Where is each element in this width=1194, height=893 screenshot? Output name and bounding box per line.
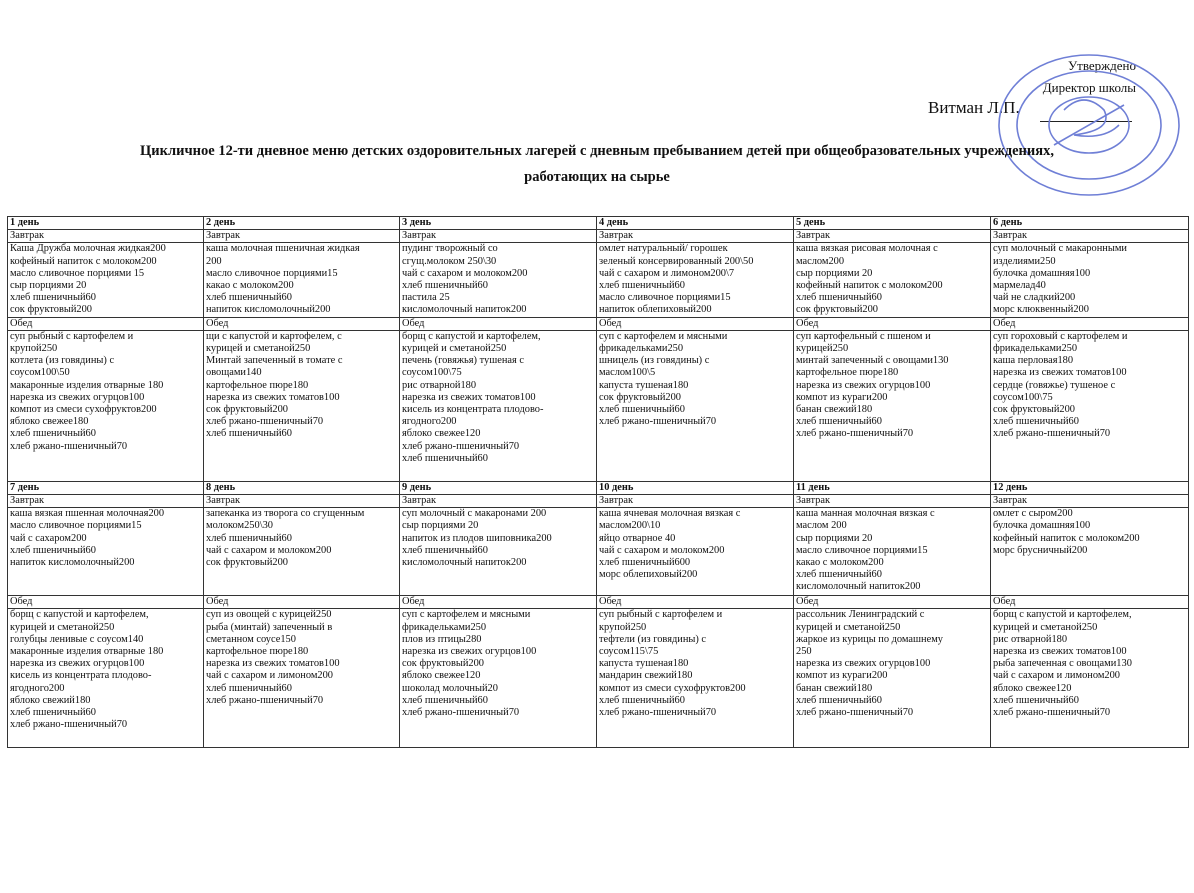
- menu-item: борщ с капустой и картофелем,: [10, 609, 149, 621]
- menu-item: кисель из концентрата плодово-: [10, 670, 152, 682]
- menu-item: шоколад молочный20: [402, 682, 498, 694]
- menu-item: чай с сахаром и лимоном200: [993, 670, 1120, 682]
- menu-item: курицей и сметаной250: [10, 621, 115, 633]
- menu-item: морс облепиховый200: [599, 569, 698, 581]
- menu-item: Минтай запеченный в томате с: [206, 355, 343, 367]
- director-label: Директор школы: [1042, 80, 1136, 95]
- menu-item: картофельное пюре180: [206, 646, 309, 658]
- menu-item: хлеб пшеничный60: [993, 416, 1079, 428]
- menu-item: хлеб пшеничный60: [10, 428, 96, 440]
- menu-item: сыр порциями 20: [796, 267, 873, 279]
- menu-item: нарезка из свежих огурцов100: [796, 658, 931, 670]
- menu-item: соусом115\75: [599, 646, 659, 658]
- menu-item: жаркое из курицы по домашнему: [796, 633, 943, 645]
- day-header-cell: 7 день: [8, 481, 204, 494]
- day-header-cell: 9 день: [400, 481, 597, 494]
- menu-item: маслом200\10: [599, 520, 661, 532]
- menu-item: нарезка из свежих огурцов100: [10, 658, 145, 670]
- menu-item: хлеб ржано-пшеничный70: [402, 707, 520, 719]
- day-header-cell: 3 день: [400, 217, 597, 230]
- menu-item: какао с молоком200: [206, 280, 294, 292]
- menu-item: хлеб ржано-пшеничный70: [599, 707, 717, 719]
- menu-item: морс клюквенный200: [993, 304, 1089, 316]
- breakfast-cell: [597, 508, 794, 596]
- menu-item: хлеб пшеничный60: [599, 404, 685, 416]
- menu-item: рассольник Ленинградский с: [796, 609, 925, 621]
- menu-item: чай с сахаром и молоком200: [206, 544, 332, 556]
- meal-label-cell: Обед: [204, 596, 400, 609]
- menu-item: хлеб ржано-пшеничный70: [10, 440, 128, 452]
- menu-item: хлеб ржано-пшеничный70: [402, 440, 520, 452]
- meal-label-cell: Завтрак: [8, 230, 204, 243]
- menu-item: фрикадельками250: [993, 343, 1078, 355]
- breakfast-cell: [400, 243, 597, 317]
- menu-item: хлеб ржано-пшеничный70: [206, 694, 324, 706]
- menu-item: каша вязкая пшенная молочная200: [10, 508, 165, 520]
- menu-item: яблоко свежий180: [10, 694, 91, 706]
- menu-item: хлеб пшеничный60: [796, 569, 882, 581]
- menu-item: хлеб ржано-пшеничный70: [993, 428, 1111, 440]
- breakfast-items-row: [8, 243, 1189, 317]
- meal-label-cell: Обед: [597, 596, 794, 609]
- menu-item: сок фруктовый200: [206, 557, 288, 569]
- menu-item: суп с картофелем и мясными: [599, 330, 728, 342]
- menu-item: яйцо отварное 40: [599, 532, 676, 544]
- menu-item: нарезка из свежих огурцов100: [10, 391, 145, 403]
- lunch-cell: [400, 330, 597, 481]
- menu-item: ягодного200: [10, 682, 65, 694]
- menu-item: мандарин свежий180: [599, 670, 693, 682]
- menu-item: рис отварной180: [993, 633, 1068, 645]
- menu-item: масло сливочное порциями15: [796, 544, 928, 556]
- menu-item: зеленый консервированный 200\50: [599, 255, 754, 267]
- menu-item: хлеб пшеничный60: [10, 292, 96, 304]
- menu-item: хлеб пшеничный60: [206, 292, 292, 304]
- meal-label-cell: Завтрак: [8, 495, 204, 508]
- menu-item: ягодного200: [402, 416, 457, 428]
- lunch-cell: [8, 330, 204, 481]
- meal-label-cell: Завтрак: [794, 230, 991, 243]
- menu-item: чай с сахаром и лимоном200\7: [599, 267, 735, 279]
- menu-item: суп рыбный с картофелем и: [10, 330, 134, 342]
- menu-table: [7, 216, 1189, 748]
- menu-item: хлеб пшеничный60: [206, 428, 292, 440]
- lunch-label-row: [8, 596, 1189, 609]
- menu-item: булочка домашняя100: [993, 267, 1091, 279]
- meal-label-cell: Обед: [794, 317, 991, 330]
- menu-item: булочка домашняя100: [993, 520, 1091, 532]
- menu-item: каша перловая180: [993, 355, 1074, 367]
- menu-item: каша манная молочная вязкая с: [796, 508, 935, 520]
- lunch-cell: [204, 609, 400, 748]
- menu-item: щи с капустой и картофелем, с: [206, 330, 342, 342]
- menu-item: чай с сахаром и молоком200: [402, 267, 528, 279]
- menu-item: сок фруктовый200: [402, 658, 484, 670]
- day-header-cell: 2 день: [204, 217, 400, 230]
- menu-item: хлеб пшеничный60: [206, 682, 292, 694]
- approved-label: Утверждено: [1067, 58, 1136, 73]
- menu-item: нарезка из свежих томатов100: [993, 367, 1127, 379]
- menu-item: нарезка из свежих огурцов100: [402, 646, 537, 658]
- meal-label-cell: Завтрак: [597, 495, 794, 508]
- meal-label-cell: Обед: [8, 596, 204, 609]
- meal-label-cell: Завтрак: [597, 230, 794, 243]
- menu-item: суп из овощей с курицей250: [206, 609, 332, 621]
- menu-item: какао с молоком200: [796, 557, 884, 569]
- menu-item: чай с сахаром200: [10, 532, 87, 544]
- menu-item: 250: [796, 646, 812, 658]
- menu-item: напиток кисломолочный200: [10, 557, 135, 569]
- menu-item: яблоко свежее120: [402, 670, 481, 682]
- lunch-cell: [597, 609, 794, 748]
- menu-item: компот из кураги200: [796, 670, 888, 682]
- menu-item: плов из птицы280: [402, 633, 482, 645]
- menu-item: сок фруктовый200: [206, 404, 288, 416]
- menu-item: масло сливочное порциями15: [206, 267, 338, 279]
- menu-item: масло сливочное порциями 15: [10, 267, 145, 279]
- meal-label-cell: Обед: [204, 317, 400, 330]
- breakfast-cell: [204, 508, 400, 596]
- menu-item: нарезка из свежих огурцов100: [796, 379, 931, 391]
- menu-item: овощами140: [206, 367, 262, 379]
- breakfast-cell: [794, 243, 991, 317]
- menu-item: макаронные изделия отварные 180: [10, 646, 164, 658]
- menu-item: минтай запеченный с овощами130: [796, 355, 949, 367]
- day-header-cell: 6 день: [991, 217, 1189, 230]
- menu-item: сметанном соусе150: [206, 633, 296, 645]
- menu-item: капуста тушеная180: [599, 658, 689, 670]
- menu-item: суп молочный с макаронами 200: [402, 508, 547, 520]
- menu-item: печень (говяжья) тушеная с: [402, 355, 524, 367]
- menu-item: хлеб ржано-пшеничный70: [206, 416, 324, 428]
- menu-item: банан свежий180: [796, 682, 873, 694]
- menu-item: картофельное пюре180: [206, 379, 309, 391]
- menu-item: хлеб пшеничный60: [402, 544, 488, 556]
- menu-item: рыба (минтай) запеченный в: [206, 621, 333, 633]
- lunch-cell: [8, 609, 204, 748]
- menu-item: голубцы ленивые с соусом140: [10, 633, 144, 645]
- lunch-label-row: [8, 317, 1189, 330]
- lunch-cell: [400, 609, 597, 748]
- menu-item: сыр порциями 20: [402, 520, 479, 532]
- menu-item: крупой250: [599, 621, 647, 633]
- menu-item: фрикадельками250: [599, 343, 684, 355]
- menu-item: хлеб пшеничный600: [599, 557, 691, 569]
- menu-item: хлеб пшеничный60: [206, 532, 292, 544]
- menu-item: омлет натуральный/ горошек: [599, 243, 728, 255]
- menu-item: курицей и сметаной250: [796, 621, 901, 633]
- menu-item: хлеб пшеничный60: [10, 544, 96, 556]
- menu-item: рыба запеченная с овощами130: [993, 658, 1132, 670]
- menu-item: сыр порциями 20: [796, 532, 873, 544]
- menu-item: изделиями250: [993, 255, 1056, 267]
- day-header-cell: 8 день: [204, 481, 400, 494]
- lunch-cell: [991, 330, 1189, 481]
- menu-item: каша молочная пшеничная жидкая: [206, 243, 360, 255]
- menu-item: суп гороховый с картофелем и: [993, 330, 1128, 342]
- menu-item: фрикадельками250: [402, 621, 487, 633]
- menu-item: нарезка из свежих томатов100: [206, 391, 340, 403]
- lunch-items-row: [8, 609, 1189, 748]
- lunch-cell: [597, 330, 794, 481]
- meal-label-cell: Завтрак: [204, 230, 400, 243]
- breakfast-cell: [794, 508, 991, 596]
- menu-item: маслом100\5: [599, 367, 656, 379]
- meal-label-cell: Обед: [8, 317, 204, 330]
- breakfast-cell: [597, 243, 794, 317]
- menu-item: чай не сладкий200: [993, 292, 1076, 304]
- menu-item: сок фруктовый200: [599, 391, 681, 403]
- meal-label-cell: Обед: [597, 317, 794, 330]
- meal-label-cell: Обед: [991, 317, 1189, 330]
- menu-item: хлеб пшеничный60: [796, 416, 882, 428]
- day-header-cell: 1 день: [8, 217, 204, 230]
- day-header-cell: 5 день: [794, 217, 991, 230]
- menu-item: суп рыбный с картофелем и: [599, 609, 723, 621]
- menu-item: Каша Дружба молочная жидкая200: [10, 243, 166, 255]
- menu-item: хлеб ржано-пшеничный70: [796, 707, 914, 719]
- breakfast-cell: [400, 508, 597, 596]
- menu-item: каша вязкая рисовая молочная с: [796, 243, 938, 255]
- meal-label-cell: Завтрак: [400, 495, 597, 508]
- menu-item: суп картофельный с пшеном и: [796, 330, 931, 342]
- menu-item: яблоко свежее180: [10, 416, 89, 428]
- lunch-items-row: [8, 330, 1189, 481]
- menu-item: чай с сахаром и молоком200: [599, 544, 725, 556]
- menu-item: соусом100\75: [993, 391, 1053, 403]
- day-header-row: [8, 481, 1189, 494]
- menu-item: курицей и сметаной250: [206, 343, 311, 355]
- menu-item: масло сливочное порциями15: [599, 292, 731, 304]
- menu-item: хлеб пшеничный60: [402, 452, 488, 464]
- menu-item: борщ с капустой и картофелем,: [402, 330, 541, 342]
- menu-item: картофельное пюре180: [796, 367, 899, 379]
- meal-label-cell: Завтрак: [400, 230, 597, 243]
- menu-item: омлет с сыром200: [993, 508, 1073, 520]
- menu-item: кофейный напиток с молоком200: [796, 280, 943, 292]
- menu-item: хлеб пшеничный60: [599, 280, 685, 292]
- menu-item: кисломолочный напиток200: [402, 557, 527, 569]
- menu-item: борщ с капустой и картофелем,: [993, 609, 1132, 621]
- menu-item: курицей250: [796, 343, 849, 355]
- menu-item: хлеб пшеничный60: [10, 707, 96, 719]
- menu-item: масло сливочное порциями15: [10, 520, 142, 532]
- breakfast-cell: [204, 243, 400, 317]
- menu-item: хлеб ржано-пшеничный70: [10, 719, 128, 731]
- title-line-1: Цикличное 12-ти дневное меню детских оздоровительных лагерей с дневным пребыванием детей при общеобразовательных учреждениях,: [140, 143, 1054, 159]
- menu-item: кисломолочный напиток200: [796, 581, 921, 593]
- menu-item: шницель (из говядины) с: [599, 355, 710, 367]
- menu-item: компот из кураги200: [796, 391, 888, 403]
- day-header-cell: 11 день: [794, 481, 991, 494]
- menu-item: хлеб пшеничный60: [402, 280, 488, 292]
- menu-item: сердце (говяжье) тушеное с: [993, 379, 1116, 391]
- breakfast-cell: [8, 243, 204, 317]
- menu-item: суп с картофелем и мясными: [402, 609, 531, 621]
- day-header-cell: 10 день: [597, 481, 794, 494]
- menu-item: макаронные изделия отварные 180: [10, 379, 164, 391]
- menu-item: маслом 200: [796, 520, 847, 532]
- menu-item: крупой250: [10, 343, 58, 355]
- menu-item: соусом100\50: [10, 367, 70, 379]
- day-header-row: [8, 217, 1189, 230]
- menu-item: суп молочный с макаронными: [993, 243, 1127, 255]
- lunch-cell: [794, 330, 991, 481]
- breakfast-items-row: [8, 508, 1189, 596]
- menu-item: кофейный напиток с молоком200: [10, 255, 157, 267]
- menu-item: рис отварной180: [402, 379, 477, 391]
- menu-item: хлеб ржано-пшеничный70: [993, 707, 1111, 719]
- menu-item: хлеб пшеничный60: [796, 694, 882, 706]
- menu-item: хлеб пшеничный60: [796, 292, 882, 304]
- lunch-cell: [204, 330, 400, 481]
- meal-label-cell: Обед: [991, 596, 1189, 609]
- lunch-cell: [794, 609, 991, 748]
- menu-item: соусом100\75: [402, 367, 462, 379]
- menu-item: сгущ.молоком 250\30: [402, 255, 497, 267]
- menu-item: чай с сахаром и лимоном200: [206, 670, 333, 682]
- menu-item: котлета (из говядины) с: [10, 355, 115, 367]
- meal-label-cell: Завтрак: [991, 230, 1189, 243]
- breakfast-label-row: [8, 495, 1189, 508]
- menu-item: напиток из плодов шиповника200: [402, 532, 552, 544]
- menu-item: мармелад40: [993, 280, 1046, 292]
- meal-label-cell: Обед: [400, 596, 597, 609]
- menu-item: запеканка из творога со сгущенным: [206, 508, 365, 520]
- menu-item: кофейный напиток с молоком200: [993, 532, 1140, 544]
- breakfast-label-row: [8, 230, 1189, 243]
- menu-item: сыр порциями 20: [10, 280, 87, 292]
- page-title: [0, 138, 1194, 190]
- menu-item: сок фруктовый200: [10, 304, 92, 316]
- meal-label-cell: Обед: [400, 317, 597, 330]
- menu-item: кисломолочный напиток200: [402, 304, 527, 316]
- menu-item: хлеб пшеничный60: [599, 694, 685, 706]
- menu-item: хлеб пшеничный60: [402, 694, 488, 706]
- menu-item: напиток облепиховый200: [599, 304, 712, 316]
- menu-item: сок фруктовый200: [993, 404, 1075, 416]
- menu-item: нарезка из свежих томатов100: [993, 646, 1127, 658]
- menu-item: кисель из концентрата плодово-: [402, 404, 544, 416]
- menu-item: хлеб ржано-пшеничный70: [599, 416, 717, 428]
- menu-item: банан свежий180: [796, 404, 873, 416]
- day-header-cell: 12 день: [991, 481, 1189, 494]
- signer-name: Витман Л.П.: [928, 98, 1020, 117]
- menu-item: хлеб ржано-пшеничный70: [796, 428, 914, 440]
- meal-label-cell: Завтрак: [794, 495, 991, 508]
- title-line-2: работающих на сырье: [524, 169, 670, 185]
- menu-item: яблоко свежее120: [993, 682, 1072, 694]
- menu-item: курицей и сметаной250: [993, 621, 1098, 633]
- meal-label-cell: Завтрак: [991, 495, 1189, 508]
- meal-label-cell: Обед: [794, 596, 991, 609]
- menu-item: маслом200: [796, 255, 845, 267]
- menu-item: пудинг творожный со: [402, 243, 498, 255]
- menu-item: 200: [206, 255, 222, 267]
- menu-item: тефтели (из говядины) с: [599, 633, 707, 645]
- menu-item: капуста тушеная180: [599, 379, 689, 391]
- menu-item: молоком250\30: [206, 520, 273, 532]
- menu-item: яблоко свежее120: [402, 428, 481, 440]
- breakfast-cell: [8, 508, 204, 596]
- menu-item: хлеб пшеничный60: [993, 694, 1079, 706]
- menu-item: компот из смеси сухофруктов200: [599, 682, 746, 694]
- menu-item: нарезка из свежих томатов100: [402, 391, 536, 403]
- menu-item: курицей и сметаной250: [402, 343, 507, 355]
- menu-item: сок фруктовый200: [796, 304, 878, 316]
- menu-item: напиток кисломолочный200: [206, 304, 331, 316]
- menu-item: морс брусничный200: [993, 544, 1088, 556]
- menu-item: компот из смеси сухофруктов200: [10, 404, 157, 416]
- menu-item: каша ячневая молочная вязкая с: [599, 508, 741, 520]
- day-header-cell: 4 день: [597, 217, 794, 230]
- meal-label-cell: Завтрак: [204, 495, 400, 508]
- breakfast-cell: [991, 508, 1189, 596]
- menu-item: нарезка из свежих томатов100: [206, 658, 340, 670]
- menu-item: пастила 25: [402, 292, 450, 304]
- lunch-cell: [991, 609, 1189, 748]
- breakfast-cell: [991, 243, 1189, 317]
